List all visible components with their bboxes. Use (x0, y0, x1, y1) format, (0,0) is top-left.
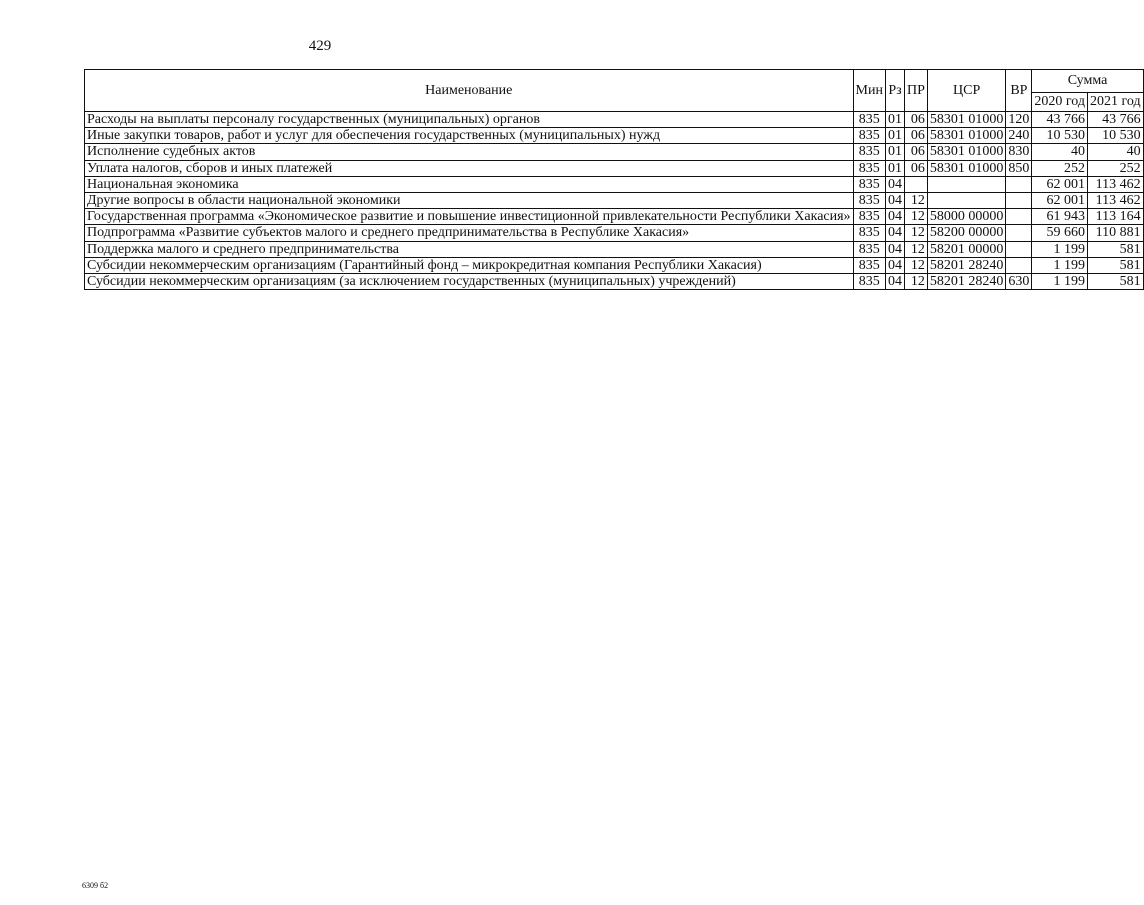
row-name: Поддержка малого и среднего предпринимательства (85, 241, 854, 257)
row-vr: 830 (1006, 144, 1032, 160)
row-2021: 10 530 (1088, 128, 1144, 144)
row-2021: 110 881 (1088, 225, 1144, 241)
row-rz: 01 (885, 160, 904, 176)
row-csr: 58200 00000 (927, 225, 1006, 241)
row-rz: 01 (885, 112, 904, 128)
table-row (85, 241, 1144, 257)
row-csr (927, 176, 1006, 192)
row-pr: 12 (904, 209, 927, 225)
row-name: Подпрограмма «Развитие субъектов малого и среднего предпринимательства в Республике Хакасия» (85, 225, 854, 241)
row-vr (1006, 193, 1032, 209)
column-header-sum: Сумма (1032, 70, 1143, 93)
row-vr (1006, 209, 1032, 225)
row-csr: 58301 01000 (927, 144, 1006, 160)
row-2021: 113 462 (1088, 176, 1144, 192)
row-csr (927, 193, 1006, 209)
row-min: 835 (853, 257, 885, 273)
row-name: Национальная экономика (85, 176, 854, 192)
column-header-2021: 2021 год (1088, 93, 1144, 112)
row-name: Государственная программа «Экономическое развитие и повышение инвестиционной привлекательности Республики Хакасия» (85, 209, 854, 225)
row-2020: 1 199 (1032, 257, 1088, 273)
row-rz: 01 (885, 144, 904, 160)
row-rz: 04 (885, 257, 904, 273)
table-row (85, 128, 1144, 144)
column-header-pr: ПР (904, 70, 927, 112)
row-pr: 12 (904, 257, 927, 273)
row-2020: 43 766 (1032, 112, 1088, 128)
row-2020: 1 199 (1032, 274, 1088, 290)
row-rz: 01 (885, 128, 904, 144)
row-2021: 252 (1088, 160, 1144, 176)
table-row (85, 112, 1144, 128)
column-header-vr: ВР (1006, 70, 1032, 112)
row-pr: 12 (904, 193, 927, 209)
row-name: Расходы на выплаты персоналу государственных (муниципальных) органов (85, 112, 854, 128)
row-name: Другие вопросы в области национальной экономики (85, 193, 854, 209)
row-name: Иные закупки товаров, работ и услуг для обеспечения государственных (муниципальных) нужд (85, 128, 854, 144)
column-header-csr: ЦСР (927, 70, 1006, 112)
row-rz: 04 (885, 274, 904, 290)
row-name: Субсидии некоммерческим организациям (за исключением государственных (муниципальных) учреждений) (85, 274, 854, 290)
row-name: Субсидии некоммерческим организациям (Гарантийный фонд – микрокредитная компания Республики Хакасия) (85, 257, 854, 273)
table-row (85, 193, 1144, 209)
row-2020: 62 001 (1032, 176, 1088, 192)
row-vr: 120 (1006, 112, 1032, 128)
row-vr (1006, 176, 1032, 192)
row-min: 835 (853, 112, 885, 128)
row-2021: 113 164 (1088, 209, 1144, 225)
row-csr: 58201 00000 (927, 241, 1006, 257)
row-2020: 10 530 (1032, 128, 1088, 144)
column-header-2020: 2020 год (1032, 93, 1088, 112)
row-name: Исполнение судебных актов (85, 144, 854, 160)
table-row (85, 274, 1144, 290)
row-min: 835 (853, 241, 885, 257)
row-csr: 58301 01000 (927, 112, 1006, 128)
row-2021: 43 766 (1088, 112, 1144, 128)
row-2020: 1 199 (1032, 241, 1088, 257)
table-row (85, 257, 1144, 273)
row-min: 835 (853, 144, 885, 160)
row-min: 835 (853, 176, 885, 192)
row-csr: 58000 00000 (927, 209, 1006, 225)
table-row (85, 144, 1144, 160)
row-rz: 04 (885, 209, 904, 225)
row-rz: 04 (885, 225, 904, 241)
row-min: 835 (853, 274, 885, 290)
row-pr: 12 (904, 274, 927, 290)
row-min: 835 (853, 128, 885, 144)
row-2020: 40 (1032, 144, 1088, 160)
row-2020: 61 943 (1032, 209, 1088, 225)
row-pr: 12 (904, 241, 927, 257)
row-rz: 04 (885, 176, 904, 192)
page-number: 429 (308, 38, 332, 54)
row-min: 835 (853, 225, 885, 241)
table-row (85, 225, 1144, 241)
row-vr: 630 (1006, 274, 1032, 290)
row-2020: 252 (1032, 160, 1088, 176)
row-2021: 113 462 (1088, 193, 1144, 209)
column-header-min: Мин (853, 70, 885, 112)
row-csr: 58301 01000 (927, 160, 1006, 176)
table-row (85, 209, 1144, 225)
row-pr (904, 176, 927, 192)
row-csr: 58201 28240 (927, 274, 1006, 290)
row-2021: 581 (1088, 241, 1144, 257)
row-name: Уплата налогов, сборов и иных платежей (85, 160, 854, 176)
row-2021: 581 (1088, 257, 1144, 273)
row-2021: 40 (1088, 144, 1144, 160)
row-vr (1006, 241, 1032, 257)
row-min: 835 (853, 160, 885, 176)
row-2020: 62 001 (1032, 193, 1088, 209)
table-row (85, 160, 1144, 176)
row-pr: 06 (904, 160, 927, 176)
row-pr: 06 (904, 112, 927, 128)
row-2021: 581 (1088, 274, 1144, 290)
row-min: 835 (853, 209, 885, 225)
row-pr: 06 (904, 128, 927, 144)
row-csr: 58201 28240 (927, 257, 1006, 273)
row-2020: 59 660 (1032, 225, 1088, 241)
row-min: 835 (853, 193, 885, 209)
budget-table (84, 69, 1144, 290)
table-body (85, 112, 1144, 290)
row-vr (1006, 225, 1032, 241)
row-vr: 850 (1006, 160, 1032, 176)
footer-code: 6309 б2 (82, 881, 109, 890)
table-row (85, 176, 1144, 192)
column-header-rz: Рз (885, 70, 904, 112)
row-rz: 04 (885, 193, 904, 209)
row-pr: 12 (904, 225, 927, 241)
row-vr: 240 (1006, 128, 1032, 144)
row-rz: 04 (885, 241, 904, 257)
column-header-name: Наименование (85, 70, 854, 112)
row-vr (1006, 257, 1032, 273)
header-row (85, 70, 1144, 93)
row-csr: 58301 01000 (927, 128, 1006, 144)
row-pr: 06 (904, 144, 927, 160)
